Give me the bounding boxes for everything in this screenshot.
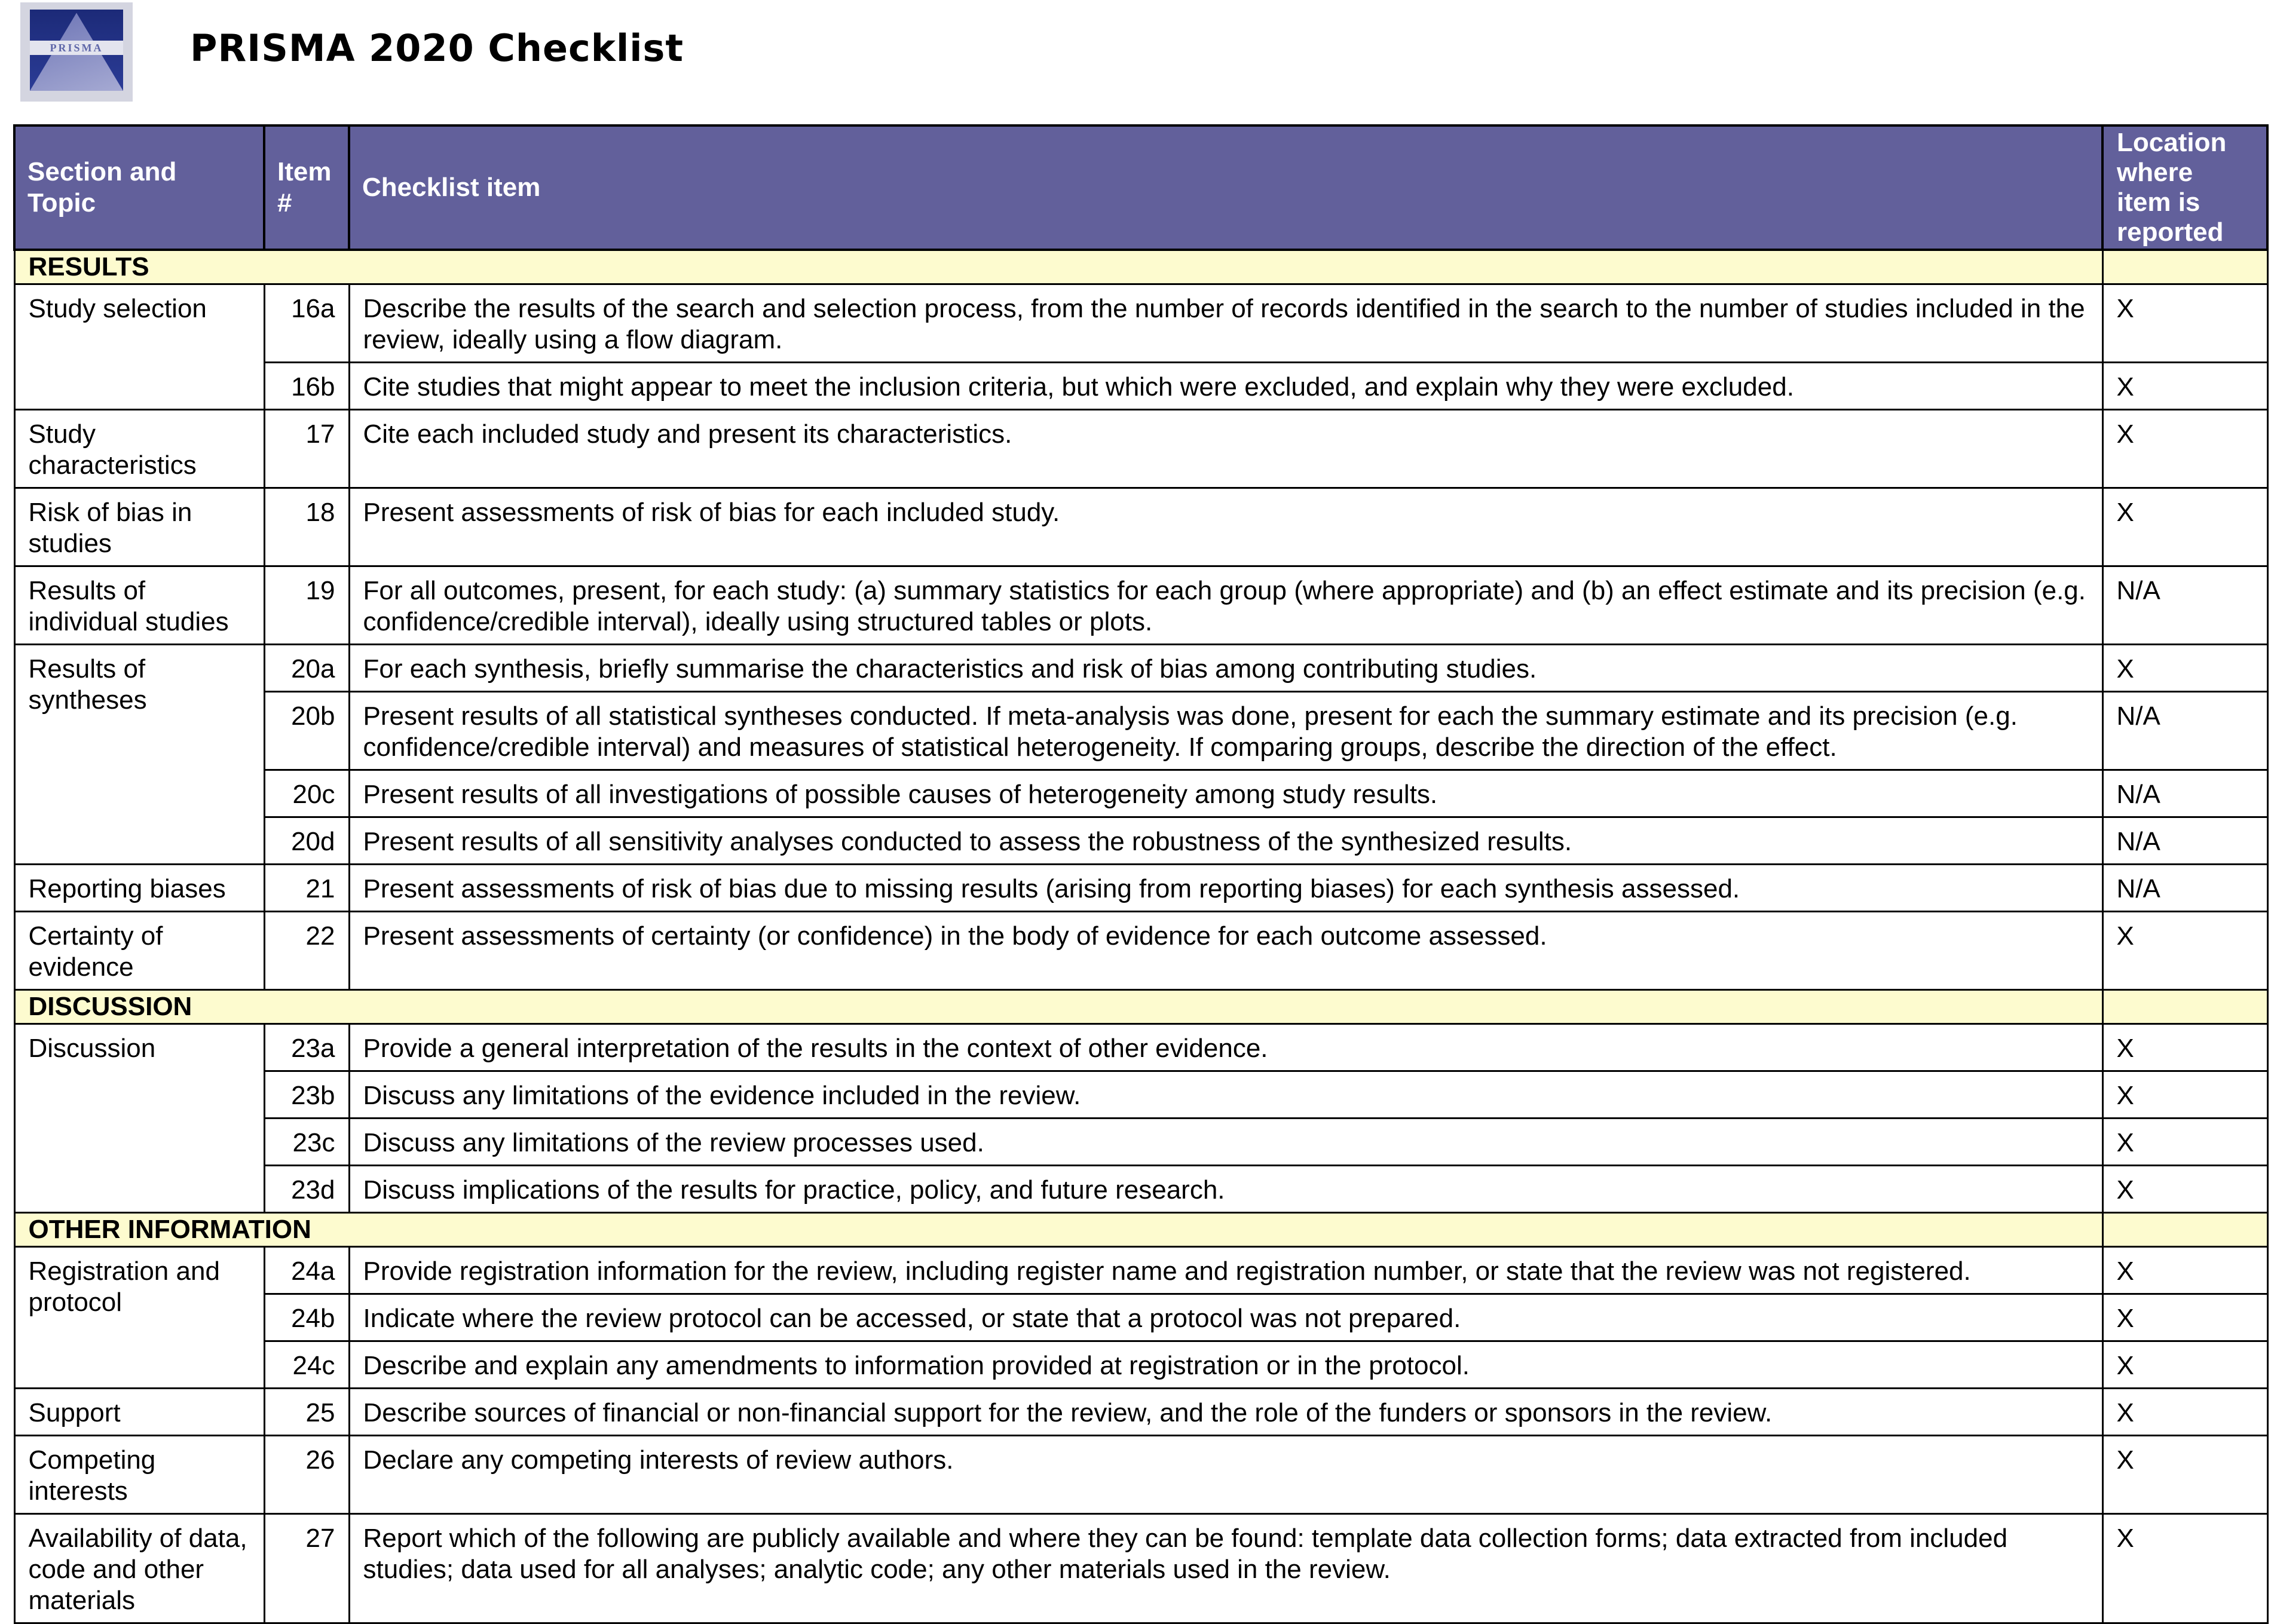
location-reported: X <box>2102 1247 2267 1294</box>
location-reported: N/A <box>2102 692 2267 770</box>
section-location-cell <box>2102 1213 2267 1247</box>
table-row <box>14 1071 2267 1119</box>
location-reported: N/A <box>2102 566 2267 645</box>
table-row <box>14 865 2267 912</box>
location-reported: X <box>2102 1341 2267 1389</box>
topic-cell: Support <box>14 1389 264 1436</box>
section-row <box>14 990 2267 1024</box>
table-row <box>14 1166 2267 1213</box>
location-reported: X <box>2102 1436 2267 1514</box>
table-row <box>14 363 2267 410</box>
location-reported: X <box>2102 1389 2267 1436</box>
section-location-cell <box>2102 990 2267 1024</box>
checklist-item-text: Present results of all investigations of possible causes of heterogeneity among study results. <box>349 770 2102 817</box>
header-location: Location where item is reported <box>2102 125 2267 250</box>
table-row <box>14 817 2267 865</box>
checklist-item-text: Present assessments of risk of bias for each included study. <box>349 488 2102 566</box>
checklist-item-text: Cite studies that might appear to meet the inclusion criteria, but which were excluded, and explain why they were excluded. <box>349 363 2102 410</box>
item-number: 20c <box>264 770 349 817</box>
item-number: 24a <box>264 1247 349 1294</box>
item-number: 23c <box>264 1119 349 1166</box>
location-reported: X <box>2102 488 2267 566</box>
table-row <box>14 1514 2267 1623</box>
topic-cell: Discussion <box>14 1024 264 1213</box>
item-number: 23b <box>264 1071 349 1119</box>
table-row <box>14 410 2267 488</box>
location-reported: X <box>2102 410 2267 488</box>
location-reported: X <box>2102 284 2267 363</box>
location-reported: N/A <box>2102 865 2267 912</box>
table-row <box>14 488 2267 566</box>
item-number: 23a <box>264 1024 349 1071</box>
table-body <box>14 250 2267 1623</box>
checklist-item-text: Present results of all statistical syntheses conducted. If meta-analysis was done, present for each the summary estimate and its precision (e.g. confidence/credible interval) and measures of statistical heterogeneity. If comparing groups, describe the direction of the effect. <box>349 692 2102 770</box>
topic-cell: Risk of bias in studies <box>14 488 264 566</box>
item-number: 21 <box>264 865 349 912</box>
location-reported: X <box>2102 363 2267 410</box>
section-location-cell <box>2102 250 2267 284</box>
checklist-item-text: Present assessments of certainty (or confidence) in the body of evidence for each outcome assessed. <box>349 912 2102 990</box>
checklist-item-text: Discuss any limitations of the review processes used. <box>349 1119 2102 1166</box>
item-number: 24b <box>264 1294 349 1341</box>
item-number: 25 <box>264 1389 349 1436</box>
location-reported: X <box>2102 1024 2267 1071</box>
checklist-item-text: Indicate where the review protocol can be accessed, or state that a protocol was not prepared. <box>349 1294 2102 1341</box>
table-row <box>14 1436 2267 1514</box>
item-number: 23d <box>264 1166 349 1213</box>
location-reported: X <box>2102 1294 2267 1341</box>
checklist-item-text: For all outcomes, present, for each study: (a) summary statistics for each group (where appropriate) and (b) an effect estimate and its precision (e.g. confidence/credible interval), ideally using structured tables or plots. <box>349 566 2102 645</box>
section-label: OTHER INFORMATION <box>14 1213 2102 1247</box>
checklist-item-text: Present results of all sensitivity analyses conducted to assess the robustness of the synthesized results. <box>349 817 2102 865</box>
checklist-item-text: Cite each included study and present its characteristics. <box>349 410 2102 488</box>
table-row <box>14 770 2267 817</box>
table-row <box>14 1247 2267 1294</box>
header-checklist-item: Checklist item <box>349 125 2102 250</box>
table-row <box>14 566 2267 645</box>
table-row <box>14 1119 2267 1166</box>
location-reported: X <box>2102 912 2267 990</box>
header-section-topic: Section and Topic <box>14 125 264 250</box>
logo-text: PRISMA <box>30 41 123 55</box>
location-reported: X <box>2102 645 2267 692</box>
item-number: 22 <box>264 912 349 990</box>
table-row <box>14 1294 2267 1341</box>
item-number: 24c <box>264 1341 349 1389</box>
topic-cell: Registration and protocol <box>14 1247 264 1389</box>
table-row <box>14 645 2267 692</box>
table-row <box>14 1024 2267 1071</box>
header-item-number: Item # <box>264 125 349 250</box>
checklist-item-text: Report which of the following are publicly available and where they can be found: template data collection forms; data extracted from included studies; data used for all analyses; analytic code; any other materials used in the review. <box>349 1514 2102 1623</box>
topic-cell: Competing interests <box>14 1436 264 1514</box>
section-row <box>14 1213 2267 1247</box>
table-row <box>14 912 2267 990</box>
section-label: DISCUSSION <box>14 990 2102 1024</box>
item-number: 18 <box>264 488 349 566</box>
checklist-item-text: Present assessments of risk of bias due to missing results (arising from reporting biases) for each synthesis assessed. <box>349 865 2102 912</box>
location-reported: N/A <box>2102 817 2267 865</box>
location-reported: X <box>2102 1514 2267 1623</box>
checklist-item-text: Declare any competing interests of review authors. <box>349 1436 2102 1514</box>
topic-cell: Study selection <box>14 284 264 410</box>
table-row <box>14 1341 2267 1389</box>
item-number: 27 <box>264 1514 349 1623</box>
item-number: 20a <box>264 645 349 692</box>
page-title: PRISMA 2020 Checklist <box>190 26 684 70</box>
topic-cell: Study characteristics <box>14 410 264 488</box>
checklist-table <box>13 124 2269 1624</box>
item-number: 20d <box>264 817 349 865</box>
topic-cell: Reporting biases <box>14 865 264 912</box>
checklist-item-text: For each synthesis, briefly summarise the characteristics and risk of bias among contributing studies. <box>349 645 2102 692</box>
section-row <box>14 250 2267 284</box>
location-reported: X <box>2102 1166 2267 1213</box>
checklist-item-text: Discuss implications of the results for practice, policy, and future research. <box>349 1166 2102 1213</box>
item-number: 16b <box>264 363 349 410</box>
prisma-logo <box>20 2 133 102</box>
item-number: 26 <box>264 1436 349 1514</box>
table-row <box>14 1389 2267 1436</box>
checklist-item-text: Describe and explain any amendments to information provided at registration or in the protocol. <box>349 1341 2102 1389</box>
checklist-item-text: Provide a general interpretation of the results in the context of other evidence. <box>349 1024 2102 1071</box>
location-reported: X <box>2102 1071 2267 1119</box>
topic-cell: Results of syntheses <box>14 645 264 865</box>
checklist-item-text: Describe the results of the search and selection process, from the number of records identified in the search to the number of studies included in the review, ideally using a flow diagram. <box>349 284 2102 363</box>
location-reported: N/A <box>2102 770 2267 817</box>
table-header-row <box>14 125 2267 250</box>
section-label: RESULTS <box>14 250 2102 284</box>
topic-cell: Availability of data, code and other materials <box>14 1514 264 1623</box>
item-number: 17 <box>264 410 349 488</box>
checklist-item-text: Describe sources of financial or non-financial support for the review, and the role of the funders or sponsors in the review. <box>349 1389 2102 1436</box>
item-number: 16a <box>264 284 349 363</box>
item-number: 20b <box>264 692 349 770</box>
location-reported: X <box>2102 1119 2267 1166</box>
table-row <box>14 692 2267 770</box>
checklist-item-text: Discuss any limitations of the evidence included in the review. <box>349 1071 2102 1119</box>
table-row <box>14 284 2267 363</box>
checklist-item-text: Provide registration information for the review, including register name and registration number, or state that the review was not registered. <box>349 1247 2102 1294</box>
topic-cell: Results of individual studies <box>14 566 264 645</box>
topic-cell: Certainty of evidence <box>14 912 264 990</box>
item-number: 19 <box>264 566 349 645</box>
